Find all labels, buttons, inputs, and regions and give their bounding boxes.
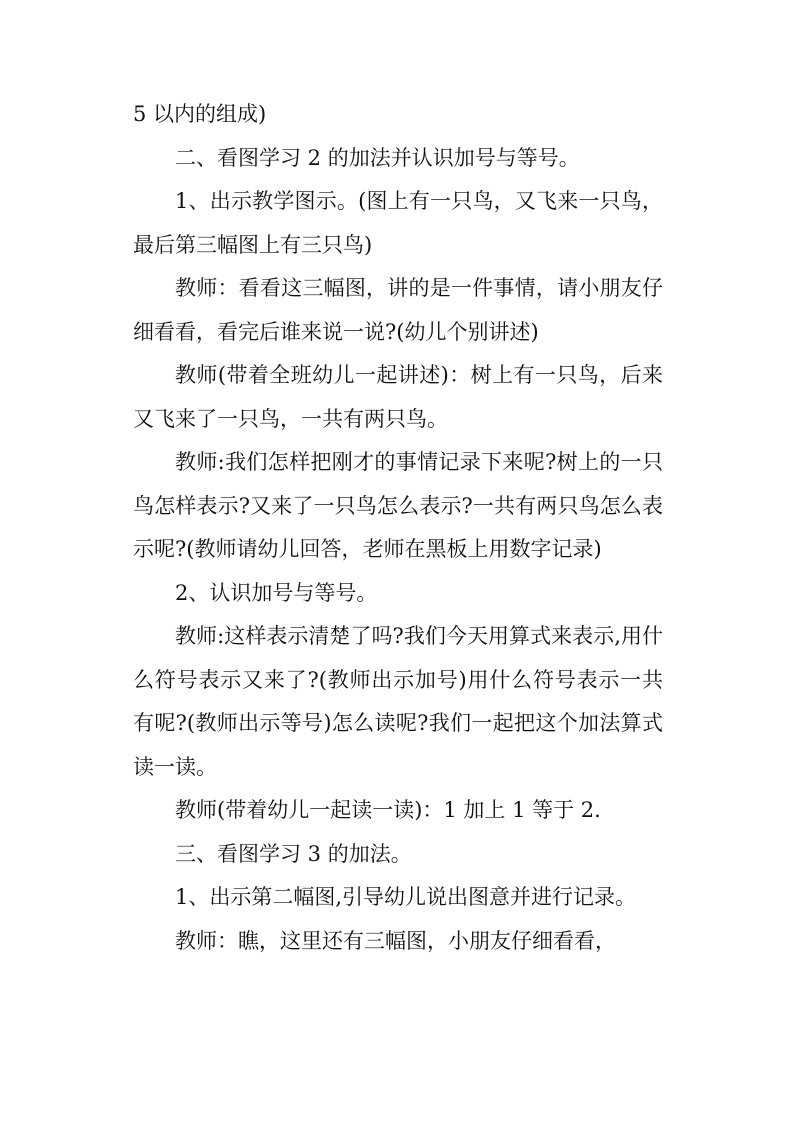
document-body: [133, 93, 663, 963]
paragraph-5: 教师(带着全班幼儿一起讲述)：树上有一只鸟，后来又飞来了一只鸟，一共有两只鸟。: [133, 363, 663, 431]
paragraph-7: 2、认识加号与等号。: [175, 580, 378, 605]
paragraph-4: 教师：看看这三幅图，讲的是一件事情，请小朋友仔细看看，看完后谁来说一说?(幼儿个别讲述): [133, 276, 663, 344]
paragraph-3: 1、出示教学图示。(图上有一只鸟，又飞来一只鸟，最后第三幅图上有三只鸟): [133, 189, 663, 257]
paragraph-12: 教师：瞧，这里还有三幅图，小朋友仔细看看，: [175, 928, 616, 953]
paragraph-2: 二、看图学习 2 的加法并认识加号与等号。: [175, 145, 580, 170]
paragraph-6: 教师:我们怎样把刚才的事情记录下来呢?树上的一只鸟怎样表示?又来了一只鸟怎么表示?一共有两只鸟怎么表示呢?(教师请幼儿回答，老师在黑板上用数字记录): [133, 450, 663, 561]
paragraph-1: 5 以内的组成): [133, 102, 267, 126]
paragraph-9: 教师(带着幼儿一起读一读)：1 加上 1 等于 2.: [175, 798, 601, 822]
paragraph-8: 教师:这样表示清楚了吗?我们今天用算式来表示,用什么符号表示又来了?(教师出示加号)用什么符号表示一共有呢?(教师出示等号)怎么读呢?我们一起把这个加法算式读一读。: [133, 624, 663, 779]
paragraph-11: 1、出示第二幅图,引导幼儿说出图意并进行记录。: [175, 885, 637, 909]
paragraph-10: 三、看图学习 3 的加法。: [175, 841, 412, 866]
